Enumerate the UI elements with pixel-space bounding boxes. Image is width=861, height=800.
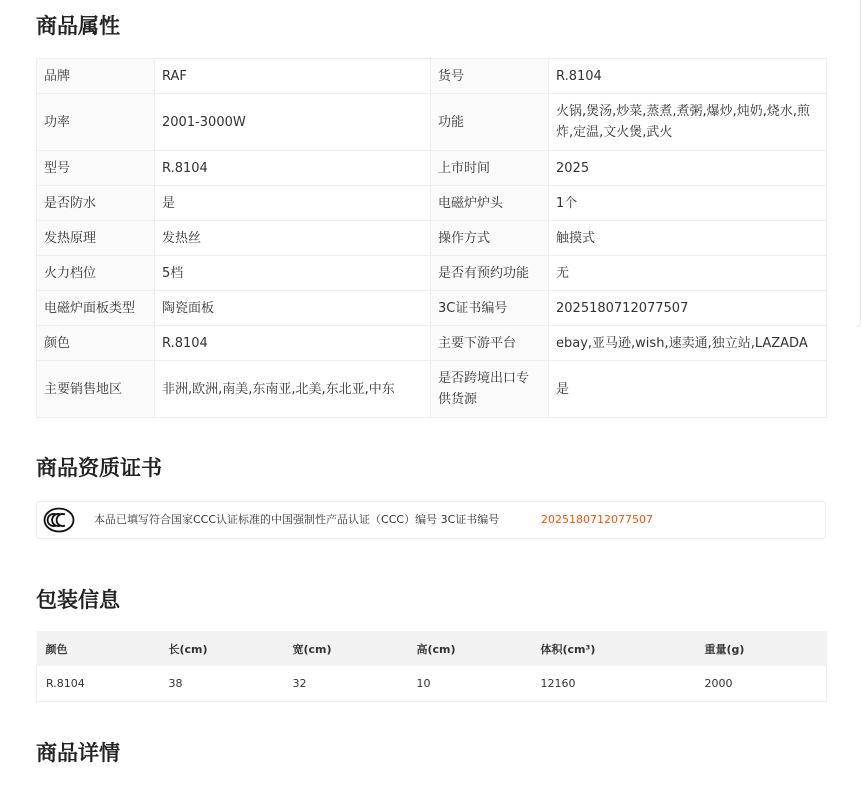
attribute-value: 5档 [155,256,431,291]
attribute-key: 3C证书编号 [431,291,549,326]
package-column-header: 重量(g) [696,631,827,666]
ccc-mark-icon [43,507,75,533]
attribute-key: 是否有预约功能 [431,256,549,291]
package-cell: 2000 [696,666,827,702]
attribute-value: ebay,亚马逊,wish,速卖通,独立站,LAZADA [549,326,827,361]
attribute-key: 火力档位 [37,256,155,291]
attribute-key: 电磁炉炉头 [431,186,549,221]
attribute-key: 发热原理 [37,221,155,256]
certificate-description: 本品已填写符合国家CCC认证标准的中国强制性产品认证（CCC）编号 3C证书编号 [94,513,500,526]
attribute-row [37,291,827,326]
attribute-key: 货号 [431,59,549,94]
attribute-key: 型号 [37,151,155,186]
scrollbar-track[interactable] [856,0,861,327]
attribute-value: RAF [155,59,431,94]
certificate-number: 2025180712077507 [541,513,653,526]
attribute-key: 是否防水 [37,186,155,221]
attribute-value: 发热丝 [155,221,431,256]
attribute-key: 上市时间 [431,151,549,186]
attribute-value: R.8104 [549,59,827,94]
attribute-key: 操作方式 [431,221,549,256]
section-title-package: 包装信息 [36,588,120,612]
attribute-value: 是 [155,186,431,221]
table-row [37,666,827,702]
package-cell: R.8104 [37,666,160,702]
attribute-value: 触摸式 [549,221,827,256]
package-column-header: 长(cm) [160,631,284,666]
attribute-row [37,151,827,186]
attribute-row [37,361,827,418]
attribute-key: 颜色 [37,326,155,361]
package-column-header: 颜色 [37,631,160,666]
attribute-value: 非洲,欧洲,南美,东南亚,北美,东北亚,中东 [155,361,431,418]
attribute-value: R.8104 [155,326,431,361]
attribute-row [37,94,827,151]
attribute-value: 2025 [549,151,827,186]
attribute-value: 是 [549,361,827,418]
package-column-header: 体积(cm³) [532,631,696,666]
attribute-key: 主要下游平台 [431,326,549,361]
attribute-value: 2001-3000W [155,94,431,151]
attribute-key: 功能 [431,94,549,151]
attribute-key: 主要销售地区 [37,361,155,418]
attribute-key: 电磁炉面板类型 [37,291,155,326]
package-column-header: 宽(cm) [284,631,408,666]
attribute-row [37,59,827,94]
attribute-value: 陶瓷面板 [155,291,431,326]
attribute-row [37,256,827,291]
attribute-value: 2025180712077507 [549,291,827,326]
package-cell: 32 [284,666,408,702]
package-cell: 10 [408,666,532,702]
attribute-row [37,186,827,221]
attributes-table [36,58,827,418]
attribute-row [37,221,827,256]
package-cell: 38 [160,666,284,702]
package-column-header: 高(cm) [408,631,532,666]
attribute-key: 品牌 [37,59,155,94]
certificate-box [36,501,826,539]
attribute-key: 是否跨境出口专供货源 [431,361,549,418]
attribute-value: 无 [549,256,827,291]
attribute-key: 功率 [37,94,155,151]
section-title-certificates: 商品资质证书 [36,456,162,480]
package-table [36,631,827,702]
section-title-details: 商品详情 [36,741,120,765]
package-cell: 12160 [532,666,696,702]
attribute-row [37,326,827,361]
section-title-attributes: 商品属性 [36,14,120,38]
attribute-value: 1个 [549,186,827,221]
attribute-value: R.8104 [155,151,431,186]
attribute-value: 火锅,煲汤,炒菜,蒸煮,煮粥,爆炒,炖奶,烧水,煎炸,定温,文火煲,武火 [549,94,827,151]
